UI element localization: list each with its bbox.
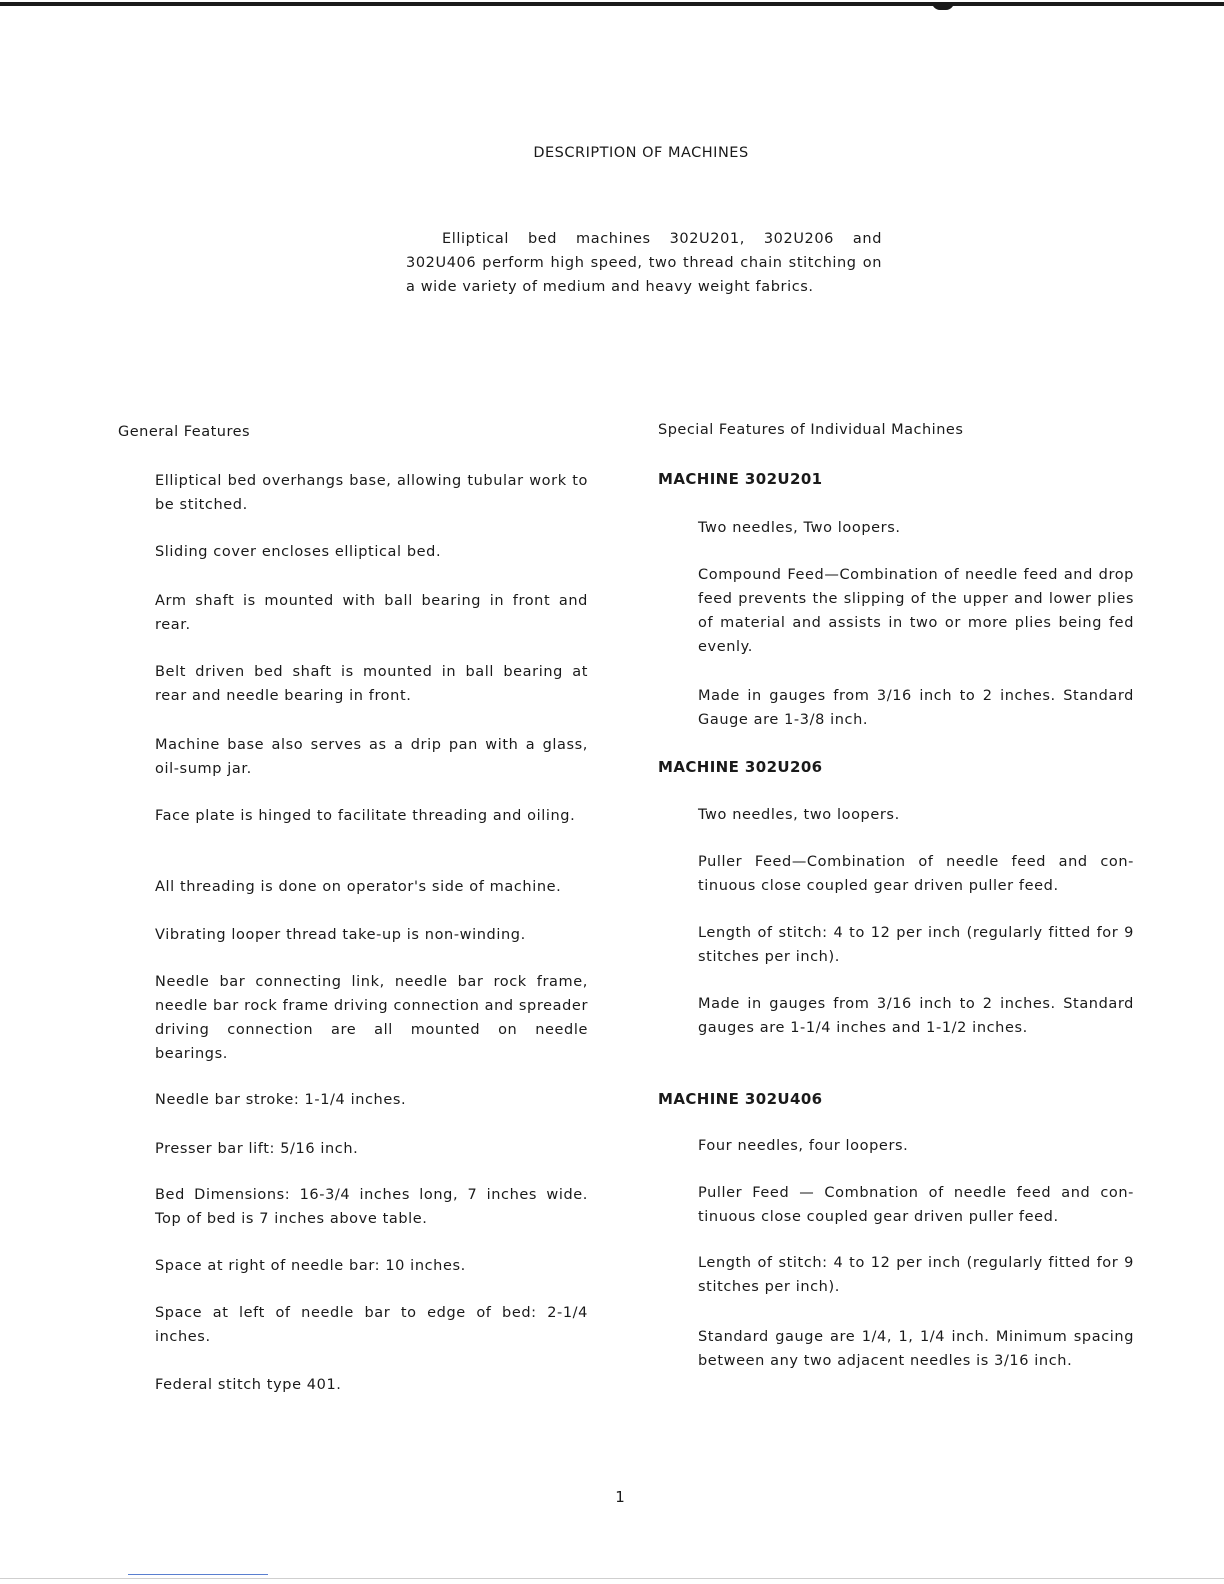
intro-paragraph (406, 227, 882, 299)
general-feature-item: Space at left of needle bar to edge of bed: 2-1/4 inches. (155, 1305, 588, 1345)
machine-feature-item: Puller Feed — Combnation of needle feed and con-tinuous close coupled gear driven puller feed. (698, 1185, 1134, 1225)
general-feature-item: Federal stitch type 401. (155, 1377, 342, 1393)
machine-heading: MACHINE 302U201 (658, 470, 823, 488)
general-feature-item: Belt driven bed shaft is mounted in ball bearing at rear and needle bearing in front. (155, 664, 588, 704)
general-feature-item: Needle bar stroke: 1-1/4 inches. (155, 1092, 407, 1108)
general-feature-item: Sliding cover encloses elliptical bed. (155, 544, 442, 560)
machine-feature-item: Standard gauge are 1/4, 1, 1/4 inch. Minimum spacing between any two adjacent needles is 3/16 inch. (698, 1329, 1134, 1369)
page-title: DESCRIPTION OF MACHINES (533, 145, 749, 161)
machine-feature-item: Length of stitch: 4 to 12 per inch (regularly fitted for 9 stitches per inch). (698, 925, 1134, 965)
intro-text: Elliptical bed machines 302U201, 302U206 and 302U406 perform high speed, two thread chain stitching on a wide variety of medium and heavy weight fabrics. (406, 231, 882, 295)
machine-heading: MACHINE 302U406 (658, 1090, 823, 1108)
bottom-border-line (0, 1578, 1224, 1579)
machine-feature-item: Compound Feed—Combination of needle feed and drop feed prevents the slipping of the upper and lower plies of material and assists in two or more plies being fed evenly. (698, 567, 1134, 655)
machine-heading: MACHINE 302U206 (658, 758, 823, 776)
machine-feature-item: Two needles, two loopers. (698, 807, 900, 823)
general-feature-item: Needle bar connecting link, needle bar rock frame, needle bar rock frame driving connection and spreader driving connection are all mounted on needle bearings. (155, 974, 588, 1062)
general-feature-item: Arm shaft is mounted with ball bearing in front and rear. (155, 593, 588, 633)
general-feature-item: All threading is done on operator's side of machine. (155, 879, 562, 895)
general-feature-item: Vibrating looper thread take-up is non-winding. (155, 927, 526, 943)
machine-feature-item: Length of stitch: 4 to 12 per inch (regularly fitted for 9 stitches per inch). (698, 1255, 1134, 1295)
general-feature-item: Presser bar lift: 5/16 inch. (155, 1141, 359, 1157)
machine-feature-item: Made in gauges from 3/16 inch to 2 inches. Standard Gauge are 1-3/8 inch. (698, 688, 1134, 728)
top-border-line (0, 2, 1224, 6)
general-feature-item: Space at right of needle bar: 10 inches. (155, 1258, 466, 1274)
general-features-heading: General Features (118, 424, 251, 440)
page-number: 1 (615, 1488, 625, 1506)
special-features-heading: Special Features of Individual Machines (658, 422, 964, 438)
machine-feature-item: Made in gauges from 3/16 inch to 2 inches. Standard gauges are 1-1/4 inches and 1-1/2 inches. (698, 996, 1134, 1036)
machine-feature-item: Two needles, Two loopers. (698, 520, 901, 536)
scan-mark (932, 2, 954, 10)
general-feature-item: Face plate is hinged to facilitate threading and oiling. (155, 808, 576, 824)
bottom-link-underline (128, 1574, 268, 1575)
machine-feature-item: Puller Feed—Combination of needle feed and con-tinuous close coupled gear driven puller feed. (698, 854, 1134, 894)
general-feature-item: Machine base also serves as a drip pan with a glass, oil-sump jar. (155, 737, 588, 777)
machine-feature-item: Four needles, four loopers. (698, 1138, 909, 1154)
general-feature-item: Bed Dimensions: 16-3/4 inches long, 7 inches wide. Top of bed is 7 inches above table. (155, 1187, 588, 1227)
general-feature-item: Elliptical bed overhangs base, allowing tubular work to be stitched. (155, 473, 588, 513)
